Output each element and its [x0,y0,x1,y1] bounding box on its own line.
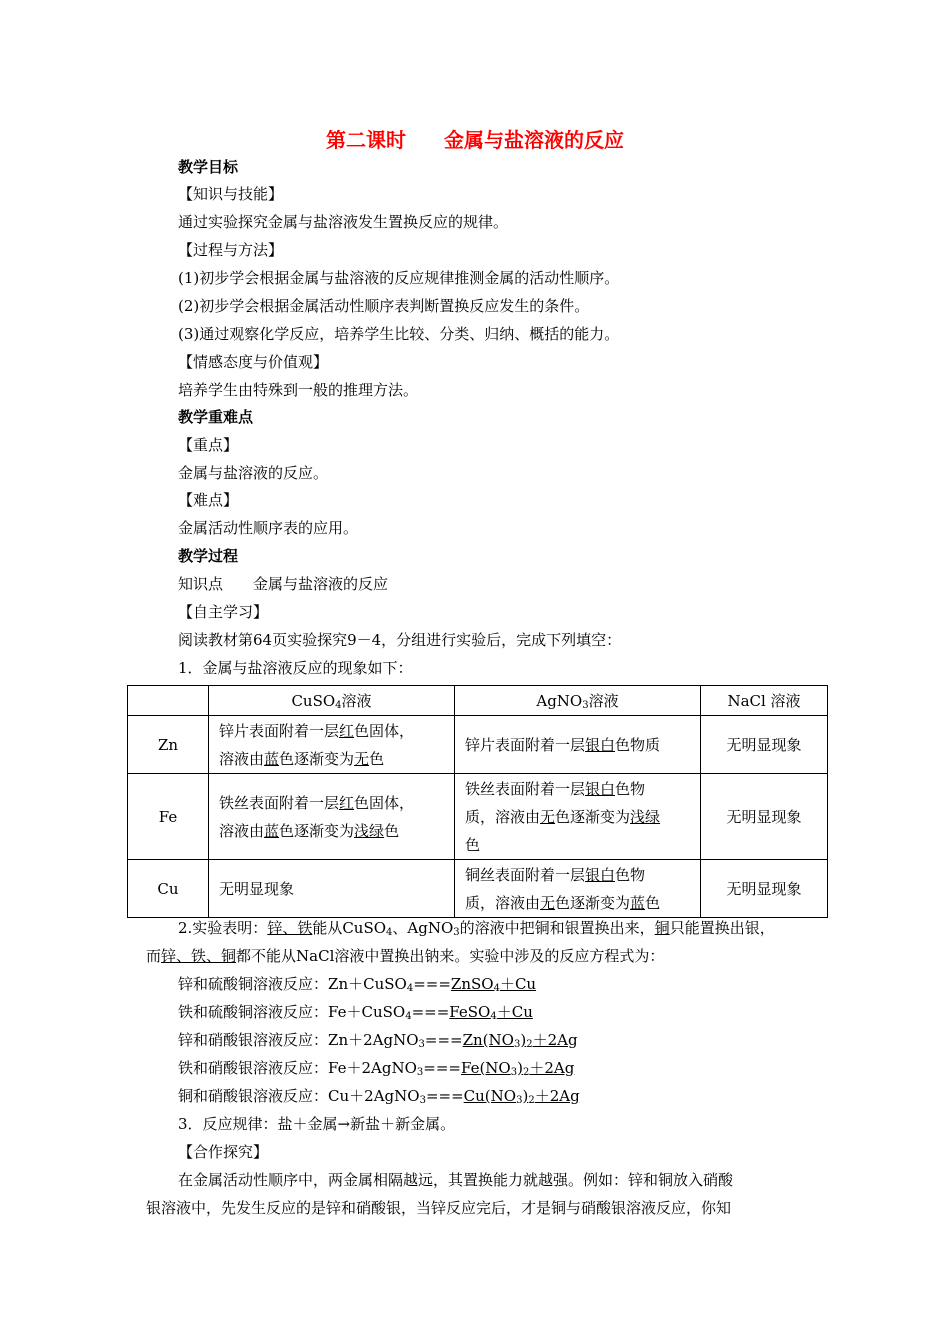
equation-2: 铁和硫酸铜溶液反应：Fe＋CuSO$_4$===FeSO$_4$＋Cu [178,1003,533,1022]
process-item-2: (2)初步学会根据金属活动性顺序表判断置换反应发生的条件。 [178,297,590,315]
key-label: 【重点】 [178,436,239,454]
reaction-table [127,685,828,918]
header-agno3: AgNO$_3$溶液 [455,686,701,716]
cuso4-cell: 锌片表面附着一层红色固体， 溶液由蓝色逐渐变为无色 [209,716,455,774]
process-label: 【过程与方法】 [178,241,284,259]
metal-cell: Fe [128,774,209,860]
metal-cell: Zn [128,716,209,774]
cuso4-cell: 无明显现象 [209,860,455,918]
cuso4-cell: 铁丝表面附着一层红色固体， 溶液由蓝色逐渐变为浅绿色 [209,774,455,860]
keypoints-heading: 教学重难点 [178,408,254,426]
table-corner [128,686,209,716]
emotion-label: 【情感态度与价值观】 [178,353,329,371]
process-heading: 教学过程 [178,547,239,565]
process-item-3: (3)通过观察化学反应，培养学生比较、分类、归纳、概括的能力。 [178,325,620,343]
item-1: 1．金属与盐溶液反应的现象如下： [178,659,413,677]
table-row [128,774,828,860]
emotion-text: 培养学生由特殊到一般的推理方法。 [178,381,419,399]
equation-3: 锌和硝酸银溶液反应：$Zn+2AgNO_3===Zn(NO_3)_2+2Ag$ [178,1031,578,1050]
process-item-1: (1)初步学会根据金属与盐溶液的反应规律推测金属的活动性顺序。 [178,269,620,287]
diff-text: 金属活动性顺序表的应用。 [178,519,359,537]
item-3: 3．反应规律：盐＋金属→新盐＋新金属。 [178,1115,456,1133]
table-row [128,716,828,774]
nacl-cell: 无明显现象 [701,716,828,774]
page-title: 第二课时 金属与盐溶液的反应 [326,128,624,152]
header-cuso4: CuSO$_4$溶液 [209,686,455,716]
coop-label: 【合作探究】 [178,1143,269,1161]
item-2-line-2: 而锌、铁、铜都不能从NaCl溶液中置换出钠来。实验中涉及的反应方程式为： [146,947,665,965]
self-study-label: 【自主学习】 [178,603,269,621]
objectives-heading: 教学目标 [178,158,239,176]
item-2-line-1: 2.实验表明：锌、铁能从CuSO$_4$、AgNO$_3$的溶液中把铜和银置换出来，铜只能置换出银， [178,919,775,938]
nacl-cell: 无明显现象 [701,860,828,918]
key-text: 金属与盐溶液的反应。 [178,464,329,482]
metal-cell: Cu [128,860,209,918]
table-row [128,860,828,918]
coop-line-2: 银溶液中，先发生反应的是锌和硝酸银，当锌反应完后，才是铜与硝酸银溶液反应，你知 [146,1199,732,1217]
agno3-cell: 铁丝表面附着一层银白色物 质，溶液由无色逐渐变为浅绿 色 [455,774,701,860]
agno3-cell: 锌片表面附着一层银白色物质 [455,716,701,774]
intro-text: 阅读教材第64页实验探究9－4，分组进行实验后，完成下列填空： [178,631,622,649]
equation-1: 锌和硫酸铜溶液反应：Zn＋CuSO$_4$===ZnSO$_4$＋Cu [178,975,537,994]
nacl-cell: 无明显现象 [701,774,828,860]
equation-4: 铁和硝酸银溶液反应：$Fe+2AgNO_3===Fe(NO_3)_2+2Ag$ [178,1059,575,1078]
coop-line-1: 在金属活动性顺序中，两金属相隔越远，其置换能力就越强。例如：锌和铜放入硝酸 [178,1171,734,1189]
diff-label: 【难点】 [178,491,239,509]
knowledge-point: 知识点 金属与盐溶液的反应 [178,575,389,593]
header-nacl: NaCl 溶液 [701,686,828,716]
knowledge-text: 通过实验探究金属与盐溶液发生置换反应的规律。 [178,213,509,231]
agno3-cell: 铜丝表面附着一层银白色物 质，溶液由无色逐渐变为蓝色 [455,860,701,918]
knowledge-label: 【知识与技能】 [178,185,284,203]
equation-5: 铜和硝酸银溶液反应：$Cu+2AgNO_3===Cu(NO_3)_2+2Ag$ [178,1087,580,1106]
